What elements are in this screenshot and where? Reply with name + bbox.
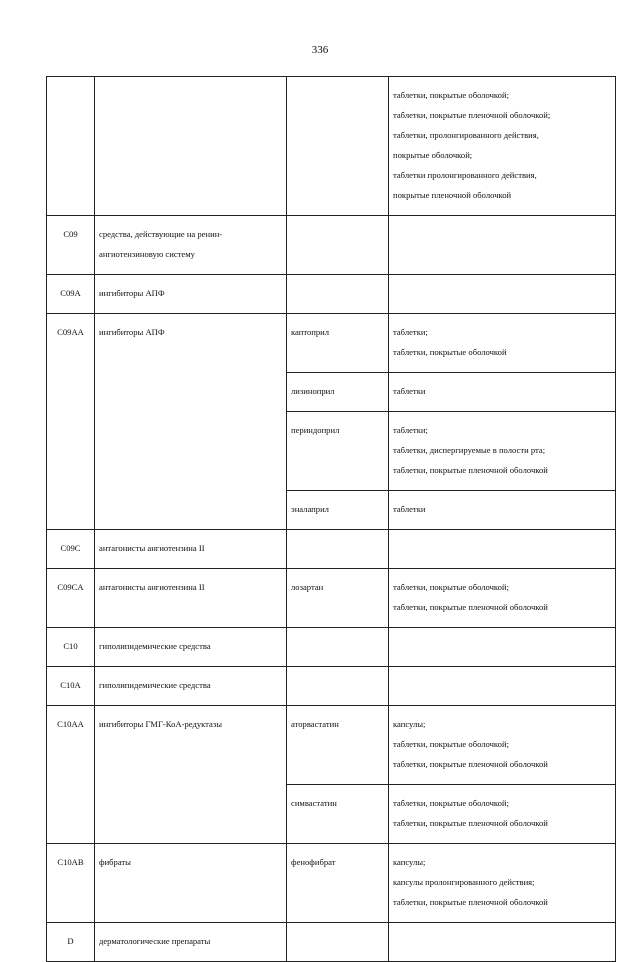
group-name-cell xyxy=(95,314,287,530)
atc-code: D xyxy=(67,936,74,946)
page-number: 336 xyxy=(311,44,329,56)
drug-name-cell xyxy=(287,923,389,962)
group-name: дерматологические препараты xyxy=(99,936,211,946)
atc-code-cell xyxy=(47,923,95,962)
group-name-cell xyxy=(95,275,287,314)
table-row xyxy=(47,923,616,962)
drug-name: лозартан xyxy=(291,582,324,592)
dosage-form: таблетки, покрытые пленочной оболочкой; xyxy=(393,110,551,120)
table-row xyxy=(47,530,616,569)
group-name: ангиотензиновую систему xyxy=(99,249,195,259)
dosage-form: покрытые пленочной оболочкой xyxy=(393,190,512,200)
dosage-form: таблетки; xyxy=(393,327,428,337)
group-name-cell xyxy=(95,77,287,216)
drug-name-cell xyxy=(287,314,389,373)
table-row xyxy=(47,628,616,667)
group-name: антагонисты ангиотензина II xyxy=(99,543,205,553)
drug-name-cell xyxy=(287,569,389,628)
table-row xyxy=(47,706,616,785)
dosage-forms-cell xyxy=(389,216,616,275)
atc-code: C10 xyxy=(63,641,78,651)
atc-code: C09A xyxy=(60,288,81,298)
dosage-form: таблетки, покрытые пленочной оболочкой xyxy=(393,759,548,769)
atc-code: C10A xyxy=(60,680,81,690)
atc-code-cell xyxy=(47,569,95,628)
atc-code-cell xyxy=(47,706,95,844)
group-name-cell xyxy=(95,923,287,962)
drug-name: фенофибрат xyxy=(291,857,336,867)
drug-name: аторвастатин xyxy=(291,719,339,729)
dosage-form: покрытые оболочкой; xyxy=(393,150,473,160)
dosage-form: таблетки, пролонгированного действия, xyxy=(393,130,539,140)
group-name-cell xyxy=(95,628,287,667)
dosage-form: таблетки, покрытые пленочной оболочкой xyxy=(393,818,548,828)
table-row xyxy=(47,569,616,628)
dosage-form: таблетки, покрытые оболочкой xyxy=(393,347,507,357)
atc-code-cell xyxy=(47,275,95,314)
dosage-form: таблетки, покрытые оболочкой; xyxy=(393,739,509,749)
dosage-forms-cell xyxy=(389,923,616,962)
group-name: ингибиторы ГМГ-КоА-редуктазы xyxy=(99,719,223,729)
drug-name: симвастатин xyxy=(291,798,337,808)
drug-name-cell xyxy=(287,628,389,667)
group-name-cell xyxy=(95,844,287,923)
table-row xyxy=(47,667,616,706)
drug-name-cell xyxy=(287,77,389,216)
group-name-cell xyxy=(95,530,287,569)
drug-table xyxy=(46,76,616,962)
atc-code-cell xyxy=(47,628,95,667)
dosage-forms-cell xyxy=(389,314,616,373)
dosage-form: таблетки, покрытые оболочкой; xyxy=(393,90,509,100)
table-row xyxy=(47,275,616,314)
group-name-cell xyxy=(95,667,287,706)
dosage-form: таблетки, покрытые оболочкой; xyxy=(393,798,509,808)
atc-code: C09CA xyxy=(57,582,84,592)
table-row xyxy=(47,314,616,373)
dosage-form: таблетки, диспергируемые в полости рта; xyxy=(393,445,546,455)
dosage-form: таблетки xyxy=(393,504,426,514)
dosage-forms-cell xyxy=(389,77,616,216)
group-name: ингибиторы АПФ xyxy=(99,327,165,337)
atc-code: C09 xyxy=(63,229,78,239)
atc-code: C10AB xyxy=(57,857,84,867)
atc-code: C09C xyxy=(60,543,81,553)
drug-name-cell xyxy=(287,491,389,530)
drug-name-cell xyxy=(287,844,389,923)
dosage-form: таблетки xyxy=(393,386,426,396)
table-row xyxy=(47,216,616,275)
drug-name-cell xyxy=(287,275,389,314)
dosage-forms-cell xyxy=(389,412,616,491)
dosage-forms-cell xyxy=(389,667,616,706)
group-name-cell xyxy=(95,706,287,844)
atc-code-cell xyxy=(47,667,95,706)
dosage-forms-cell xyxy=(389,844,616,923)
dosage-form: капсулы; xyxy=(393,719,426,729)
dosage-form: таблетки, покрытые пленочной оболочкой xyxy=(393,465,548,475)
drug-name-cell xyxy=(287,373,389,412)
dosage-form: таблетки, покрытые оболочкой; xyxy=(393,582,509,592)
atc-code-cell xyxy=(47,314,95,530)
drug-name: лизиноприл xyxy=(291,386,335,396)
atc-code-cell xyxy=(47,216,95,275)
dosage-form: капсулы пролонгированного действия; xyxy=(393,877,535,887)
group-name: ингибиторы АПФ xyxy=(99,288,165,298)
table-row xyxy=(47,844,616,923)
dosage-forms-cell xyxy=(389,530,616,569)
dosage-form: таблетки, покрытые пленочной оболочкой xyxy=(393,897,548,907)
dosage-form: таблетки пролонгированного действия, xyxy=(393,170,537,180)
group-name-cell xyxy=(95,569,287,628)
atc-code-cell xyxy=(47,77,95,216)
dosage-forms-cell xyxy=(389,569,616,628)
group-name: гиполипидемические средства xyxy=(99,641,211,651)
drug-name-cell xyxy=(287,530,389,569)
dosage-forms-cell xyxy=(389,373,616,412)
drug-name: периндоприл xyxy=(291,425,340,435)
drug-name-cell xyxy=(287,706,389,785)
drug-name-cell xyxy=(287,216,389,275)
drug-name-cell xyxy=(287,785,389,844)
drug-name: эналаприл xyxy=(291,504,329,514)
atc-code-cell xyxy=(47,844,95,923)
dosage-form: таблетки; xyxy=(393,425,428,435)
dosage-forms-cell xyxy=(389,491,616,530)
group-name: фибраты xyxy=(99,857,131,867)
dosage-form: капсулы; xyxy=(393,857,426,867)
table-row xyxy=(47,77,616,216)
drug-name-cell xyxy=(287,667,389,706)
group-name-cell xyxy=(95,216,287,275)
drug-name-cell xyxy=(287,412,389,491)
atc-code: C09AA xyxy=(57,327,84,337)
group-name: средства, действующие на ренин- xyxy=(99,229,223,239)
group-name: гиполипидемические средства xyxy=(99,680,211,690)
atc-code-cell xyxy=(47,530,95,569)
dosage-forms-cell xyxy=(389,785,616,844)
atc-code: C10AA xyxy=(57,719,84,729)
group-name: антагонисты ангиотензина II xyxy=(99,582,205,592)
dosage-forms-cell xyxy=(389,628,616,667)
drug-name: каптоприл xyxy=(291,327,330,337)
dosage-form: таблетки, покрытые пленочной оболочкой xyxy=(393,602,548,612)
dosage-forms-cell xyxy=(389,706,616,785)
dosage-forms-cell xyxy=(389,275,616,314)
